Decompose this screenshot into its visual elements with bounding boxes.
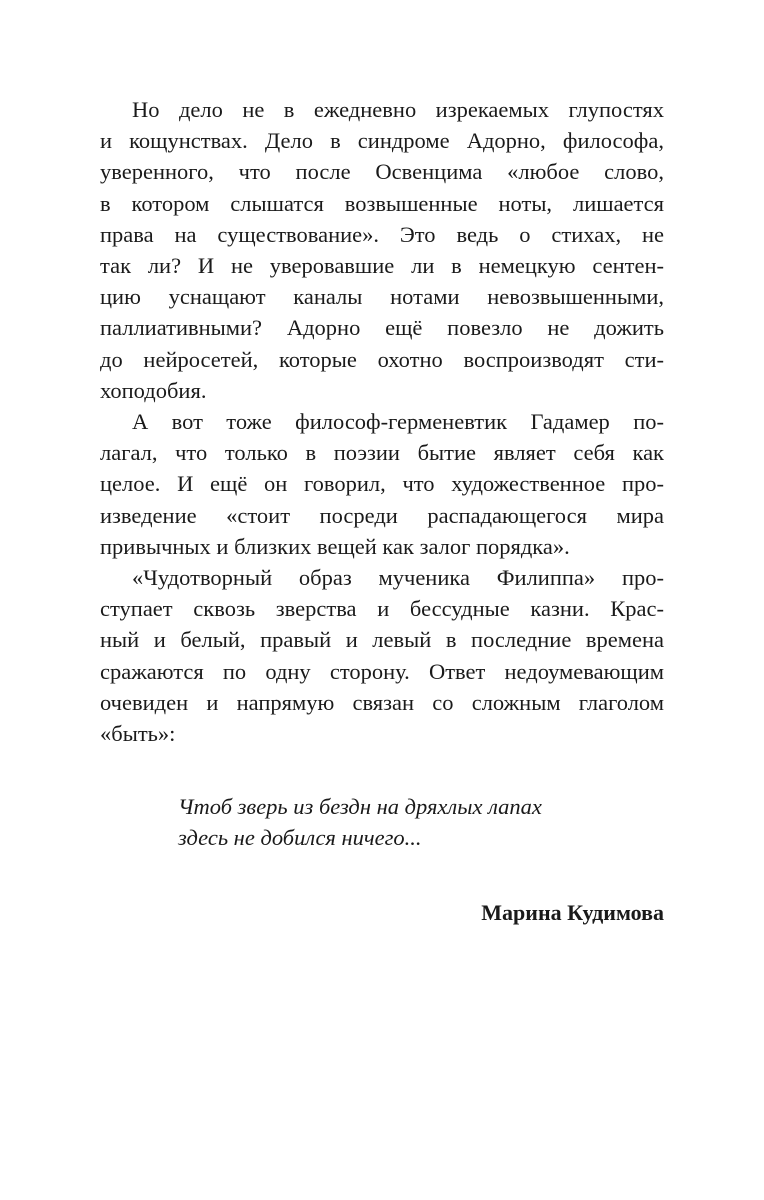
author-signature: Марина Кудимова xyxy=(481,900,664,926)
poem-quote xyxy=(178,791,664,853)
text-line: очевиден и напрямую связан со сложным глаголом xyxy=(100,689,664,715)
text-line: хоподобия. xyxy=(100,377,207,403)
text-line: так ли? И не уверовавшие ли в немецкую сентен- xyxy=(100,253,664,279)
text-line: изведение «стоит посреди распадающегося мира xyxy=(100,502,664,528)
text-line: А вот тоже философ-герменевтик Гадамер по- xyxy=(132,409,664,435)
text-line: Но дело не в ежедневно изрекаемых глупостях xyxy=(132,97,664,122)
text-line: уверенного, что после Освенцима «любое слово, xyxy=(100,159,664,185)
text-line: до нейросетей, которые охотно воспроизводят сти- xyxy=(100,346,664,372)
text-line: «быть»: xyxy=(100,721,176,747)
paragraph xyxy=(100,562,664,749)
text-line: паллиативными? Адорно ещё повезло не дожить xyxy=(100,315,664,341)
text-line: «Чудотворный образ мученика Филиппа» про- xyxy=(132,565,664,591)
text-line: ный и белый, правый и левый в последние времена xyxy=(100,627,664,653)
text-line: в котором слышатся возвышенные ноты, лишается xyxy=(100,190,664,216)
text-line: цию уснащают каналы нотами невозвышенными, xyxy=(100,284,664,310)
text-line: привычных и близких вещей как залог порядка». xyxy=(100,533,570,559)
poem-line: Чтоб зверь из бездн на дряхлых лапах xyxy=(178,794,542,820)
paragraph xyxy=(100,406,664,562)
text-line: ступает сквозь зверства и бессудные казни. Крас- xyxy=(100,596,664,622)
text-block xyxy=(100,94,664,928)
text-line: и кощунствах. Дело в синдроме Адорно, философа, xyxy=(100,128,664,154)
paragraph xyxy=(100,94,664,406)
text-line: сражаются по одну сторону. Ответ недоумевающим xyxy=(100,658,664,684)
text-line: целое. И ещё он говорил, что художественное про- xyxy=(100,471,664,497)
body-text xyxy=(100,94,664,749)
text-line: права на существование». Это ведь о стихах, не xyxy=(100,221,664,247)
text-line: лагал, что только в поэзии бытие являет себя как xyxy=(100,440,664,466)
poem-line: здесь не добился ничего... xyxy=(178,825,422,851)
